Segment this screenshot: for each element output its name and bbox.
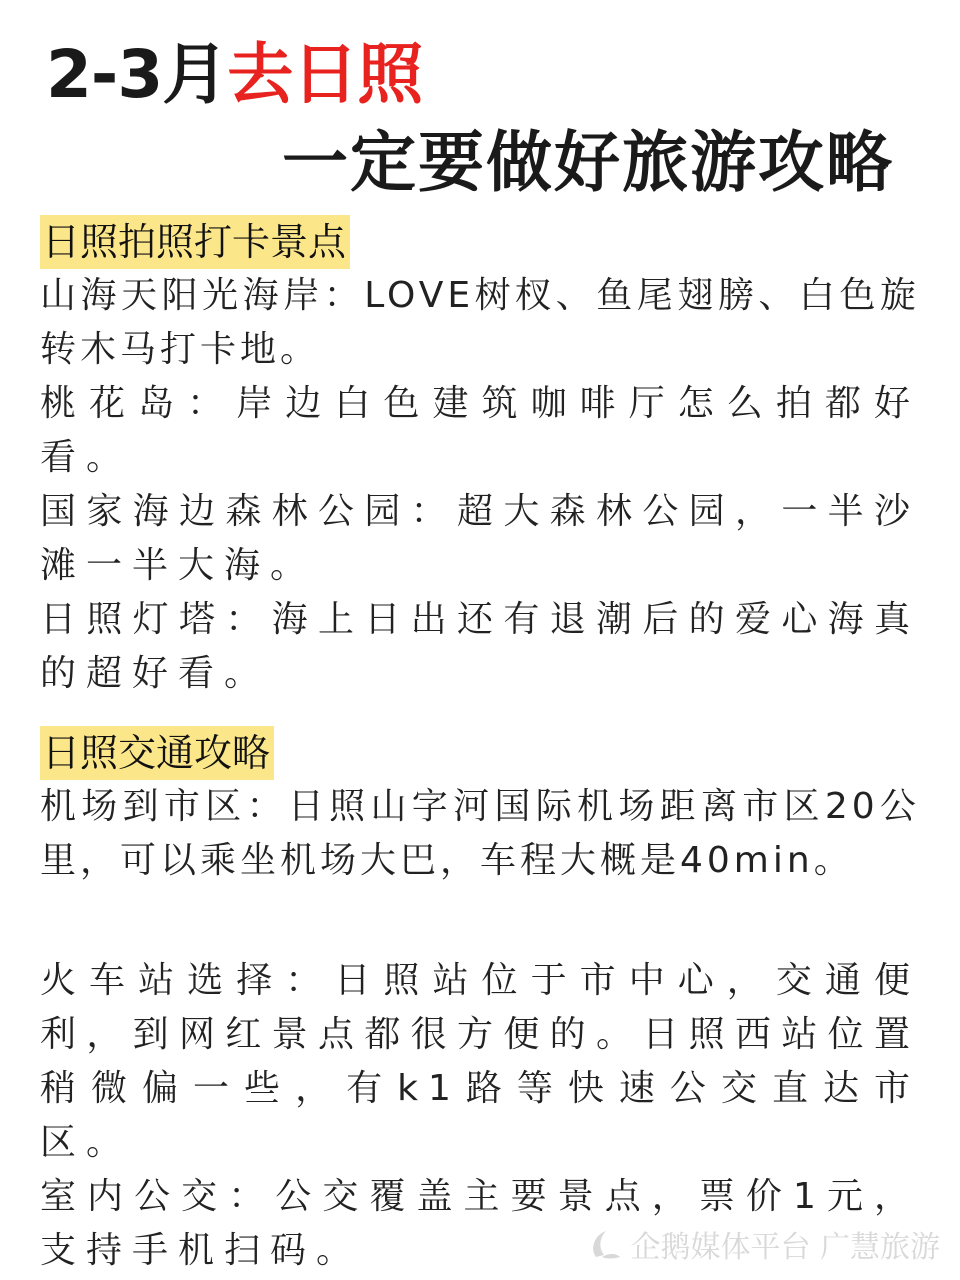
list-item: 火车站选择：日照站位于市中心，交通便利，到网红景点都很方便的。日照西站位置稍微偏一些，有k1路等快速公交直达市区。 xyxy=(40,960,920,1163)
title-prefix: 2-3月 xyxy=(46,36,228,113)
penguin-icon xyxy=(588,1227,622,1261)
section-title: 日照拍照打卡景点 xyxy=(40,215,350,269)
list-item: 山海天阳光海岸：LOVE树杈、鱼尾翅膀、白色旋转木马打卡地。 xyxy=(40,275,920,370)
list-item: 机场到市区：日照山字河国际机场距离市区20公里，可以乘坐机场大巴，车程大概是40min。 xyxy=(40,786,920,881)
list-item: 日照灯塔：海上日出还有退潮后的爱心海真的超好看。 xyxy=(40,599,920,694)
list-item: 室内公交：公交覆盖主要景点，票价1元，支持手机扫码。 xyxy=(40,1176,920,1271)
list-item: 国家海边森林公园：超大森林公园，一半沙滩一半大海。 xyxy=(40,491,920,586)
section-title: 日照交通攻略 xyxy=(40,726,274,780)
page-subtitle: 一定要做好旅游攻略 xyxy=(282,124,894,201)
section-transport xyxy=(40,726,920,1278)
section-photo-spots xyxy=(40,215,920,701)
watermark xyxy=(588,1222,940,1266)
list-item: 桃花岛：岸边白色建筑咖啡厅怎么拍都好看。 xyxy=(40,383,920,478)
title-highlight: 去日照 xyxy=(227,36,423,113)
watermark-text: 企鹅媒体平台 广慧旅游 xyxy=(630,1230,940,1265)
page-title xyxy=(46,30,422,120)
